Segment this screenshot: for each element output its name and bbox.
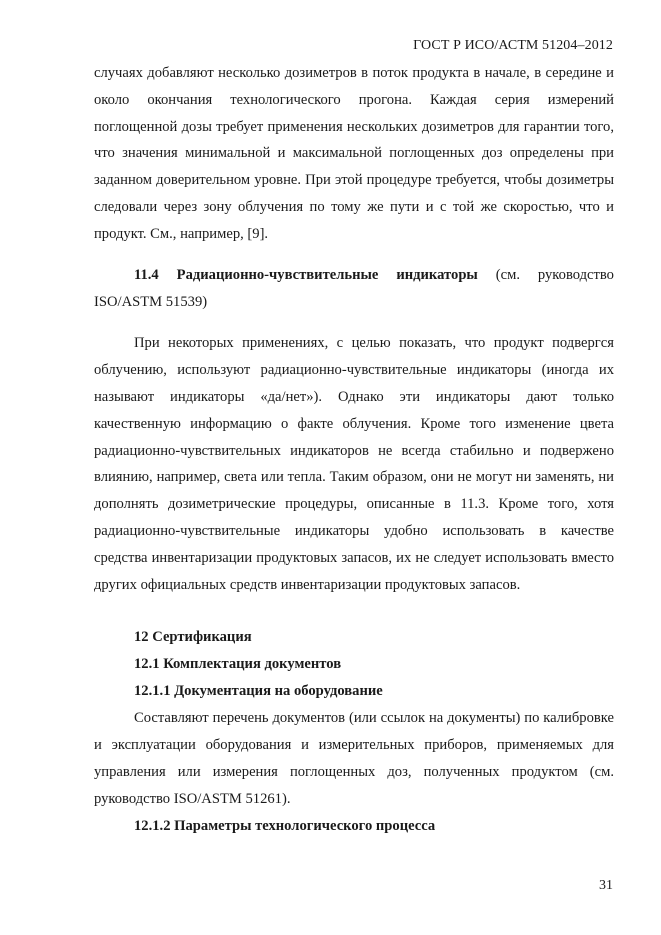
page-body: [94, 60, 614, 840]
paragraph-indicators: При некоторых применениях, с целью показать, что продукт подвергся облучению, используют радиационно-чувствительные индикаторы (иногда их называют индикаторы «да/нет»). Однако эти индикаторы дают только качественную информацию о факте облучения. Кроме того изменение цвета радиационно-чувствительных индикаторов не всегда стабильно и подвержено влиянию, например, света или тепла. Таким образом, они не могут ни заменять, ни дополнять дозиметрические процедуры, описанные в 11.3. Кроме того, хотя радиационно-чувствительные индикаторы удобно использовать в качестве средства инвентаризации продуктовых запасов, их не следует использовать вместо других официальных средств инвентаризации продуктовых запасов.: [94, 335, 614, 593]
standard-header: ГОСТ Р ИСО/АСТМ 51204–2012: [413, 38, 613, 53]
heading-12-1-1: 12.1.1 Документация на оборудование: [134, 683, 383, 700]
paragraph-continuation: случаях добавляют несколько дозиметров в поток продукта в начале, в середине и около окончания технологического прогона. Каждая серия измерений поглощенной дозы требует применения нескольких дозиметров для гарантии того, что значения минимальной и максимальной поглощенных доз определены при заданном доверительном уровне. При этой процедуре требуется, чтобы дозиметры следовали через зону облучения по тому же пути и с той же скоростью, что и продукт. См., например, [9].: [94, 65, 614, 242]
heading-12-1: 12.1 Комплектация документов: [134, 656, 342, 673]
heading-12: 12 Сертификация: [134, 629, 252, 646]
section-gap: [94, 598, 614, 624]
section-11-4-title: 11.4 Радиационно-чувствительные индикаторы: [134, 267, 478, 284]
section-11-4-reference: (см. руководство ISO/ASTM 51539): [94, 267, 614, 310]
paragraph-equipment-docs: Составляют перечень документов (или ссылок на документы) по калибровке и эксплуатации оборудования и измерительных приборов, применяемых для управления или измерения поглощенных доз, полученных продуктом (см. руководство ISO/ASTM 51261).: [94, 710, 614, 807]
heading-12-1-2: 12.1.2 Параметры технологического процесса: [134, 817, 436, 834]
page-number: 31: [599, 878, 613, 893]
section-11-4: [94, 262, 614, 316]
